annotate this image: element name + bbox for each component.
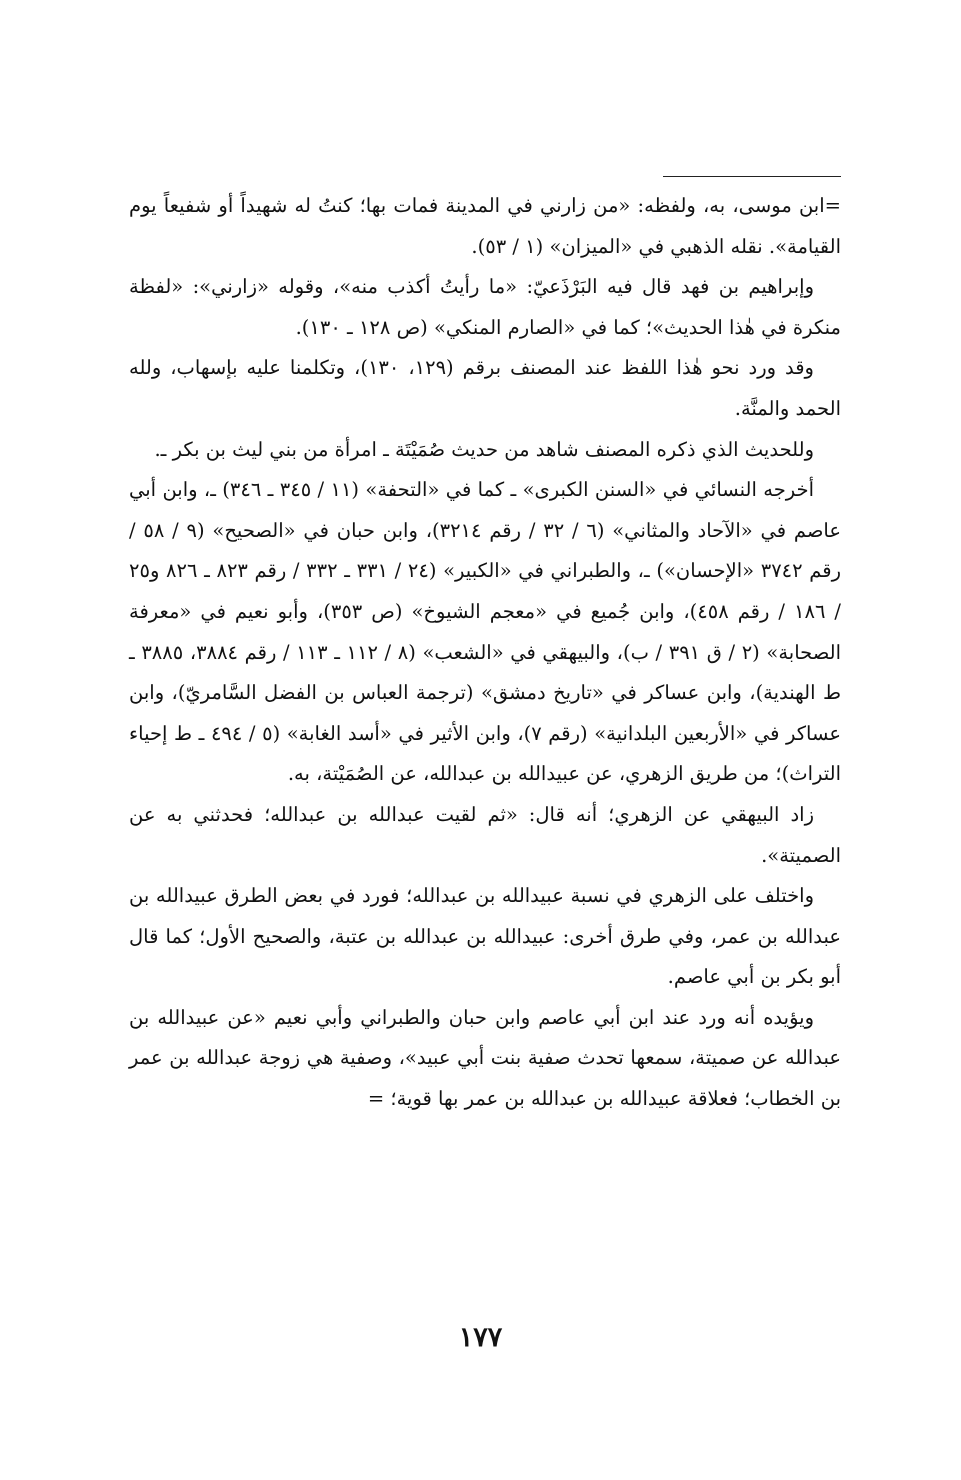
footnote-paragraph-4: وللحديث الذي ذكره المصنف شاهد من حديث صُمَيْتَة ـ امرأة من بني ليث بن بكر ـ. (154, 437, 814, 461)
footnote-separator-rule (663, 176, 841, 177)
footnote-paragraph-1: =ابن موسى، به، ولفظه: «من زارني في المدينة فمات بها؛ كنتُ له شهيداً أو شفيعاً يوم القيامة». نقله الذهبي في «الميزان» (١ / ٥٣). (129, 194, 841, 258)
footnote-paragraph-3: وقد ورد نحو هٰذا اللفظ عند المصنف برقم (١٢٩، ١٣٠)، وتكلمنا عليه بإسهاب، ولله الحمد والمنَّة. (129, 356, 841, 420)
footnote-body (129, 186, 841, 1120)
footnote-paragraph-7: واختلف على الزهري في نسبة عبيدالله بن عبدالله؛ فورد في بعض الطرق عبيدالله بن عبدالله بن عمر، وفي طرق أخرى: عبيدالله بن عبدالله بن عتبة، والصحيح الأول؛ كما قال أبو بكر بن أبي عاصم. (129, 884, 841, 989)
footnote-paragraph-5: أخرجه النسائي في «السنن الكبرى» ـ كما في «التحفة» (١١ / ٣٤٥ ـ ٣٤٦) ـ، وابن أبي عاصم في «الآحاد والمثاني» (٦ / ٣٢ / رقم ٣٢١٤)، وابن حبان في «الصحيح» (٩ / ٥٨ / رقم ٣٧٤٢ «الإحسان») ـ، والطبراني في «الكبير» (٢٤ / ٣٣١ ـ ٣٣٢ / رقم ٨٢٣ ـ ٨٢٦ و٢٥ / ١٨٦ / رقم ٤٥٨)، وابن جُميع في «معجم الشيوخ» (ص ٣٥٣)، وأبو نعيم في «معرفة الصحابة» (٢ / ق ٣٩١ / ب)، والبيهقي في «الشعب» (٨ / ١١٢ ـ ١١٣ / رقم ٣٨٨٤، ٣٨٨٥ ـ ط الهندية)، وابن عساكر في «تاريخ دمشق» (ترجمة العباس بن الفضل السَّامريّ)، وابن عساكر في «الأربعين البلدانية» (رقم ٧)، وابن الأثير في «أسد الغابة» (٥ / ٤٩٤ ـ ط إحياء التراث)؛ من طريق الزهري، عن عبيدالله بن عبدالله، عن الصُمَيْتة، به. (129, 478, 842, 786)
footnote-paragraph-8: ويؤيده أنه ورد عند ابن أبي عاصم وابن حبان والطبراني وأبي نعيم «عن عبيدالله بن عبدالله عن صميتة، سمعها تحدث صفية بنت أبي عبيد»، وصفية هي زوجة عبدالله بن عمر بن الخطاب؛ فعلاقة عبيدالله بن عبدالله بن عمر بها قوية؛ = (129, 1005, 841, 1111)
footnote-paragraph-6: زاد البيهقي عن الزهري؛ أنه قال: «ثم لقيت عبدالله بن عبدالله؛ فحدثني به عن الصميتة». (129, 802, 841, 867)
page-number: ١٧٧ (458, 1322, 503, 1353)
footnote-paragraph-2: وإبراهيم بن فهد قال فيه البَرْذَعيّ: «ما رأيتُ أكذب منه»، وقوله «زارني»: «لفظة منكرة في هٰذا الحديث»؛ كما في «الصارم المنكي» (ص ١٢٨ ـ ١٣٠). (129, 275, 841, 339)
